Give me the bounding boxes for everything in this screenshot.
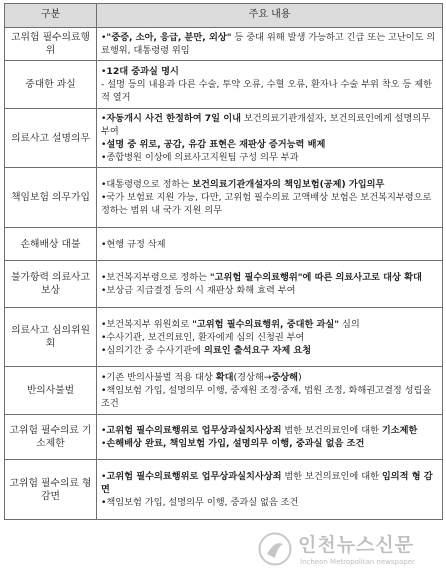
content-text: •보건복지부령으로 정하는 (101, 272, 210, 284)
content-text: • (101, 425, 107, 437)
emphasis-text: "고위험 필수의료행위, 중대한 과실" (192, 318, 340, 330)
row-category: 고위험 필수의료행위 (5, 28, 97, 61)
content-line (101, 331, 439, 344)
content-text: (경상해→ (233, 372, 272, 384)
row-content (97, 261, 443, 308)
emphasis-text: 보건의료기관개설자의 책임보험(공제) 가입의무 (192, 179, 385, 191)
emphasis-text: "중증, 소아, 응급, 분만, 외상" (106, 32, 232, 43)
content-text: • (101, 438, 107, 450)
row-category: 책임보험 의무가입 (5, 168, 97, 228)
watermark-subtitle: Incheon Metropolitan newspaper (300, 558, 415, 566)
emphasis-text: "고위험 필수의료행위"에 따른 의료사고로 대상 확대 (209, 272, 422, 284)
content-text: 보건의료기관개설자, 보건의료인에게 설명의무 부여 (101, 113, 431, 138)
content-text: •책임보험 가입, 설명의무 이행, 중과실 없음 조건 (101, 497, 299, 509)
row-category: 의료사고 설명의무 (5, 109, 97, 168)
content-text: •심의기간 중 수사기관에 (101, 344, 204, 356)
emphasis-text: 임의적 형 감면 (101, 471, 433, 496)
content-line (101, 151, 439, 164)
content-line (101, 424, 439, 437)
row-content (97, 109, 443, 168)
emphasis-text: 기소제한 (381, 425, 418, 437)
table-row (5, 460, 443, 520)
content-text: 범한 보건의료인에 대한 (281, 471, 382, 483)
content-text: 범한 보건의료인에 대한 (281, 425, 382, 437)
content-line (101, 470, 439, 496)
row-content (97, 415, 443, 460)
content-text: • (101, 32, 107, 43)
content-text: •국가 보험료 지원 가능, 다만, 고위험 필수의료 고액배상 보험은 보건복지부령으로 정하는 범위 내 국가 지원 의무 (101, 192, 432, 217)
policy-comparison-table (4, 3, 443, 520)
content-text: • (101, 471, 107, 483)
emphasis-text: 손해배상 완료, 책임보험 가입, 설명의무 이행, 중과실 없음 조건 (106, 438, 365, 450)
table-row (5, 367, 443, 415)
content-line (101, 384, 439, 410)
content-text: • (101, 139, 107, 151)
row-content (97, 28, 443, 61)
content-text: 심의 (339, 318, 360, 330)
content-line (101, 112, 439, 138)
content-line (101, 437, 439, 450)
row-content (97, 61, 443, 109)
content-text: 등 중대 위해 발생 가능하고 긴급 또는 고난이도 의료행위, 대통령령 위임 (101, 32, 436, 57)
content-line (101, 284, 439, 297)
content-text: •보상금 지급결정 등의 시 재판상 화해 효력 부여 (101, 285, 296, 297)
content-text: •수사기관, 보건의료인, 환자에게 심의 신청권 부여 (101, 331, 305, 343)
emphasis-text: 12대 중과실 명시 (106, 66, 179, 78)
table-row (5, 109, 443, 168)
newspaper-watermark (258, 528, 442, 576)
content-text: • (101, 66, 107, 78)
content-line (101, 78, 439, 104)
emphasis-text: 설명 중 위로, 공감, 유감 표현은 재판상 증거능력 배제 (106, 139, 326, 151)
row-category: 의료사고 심의위원회 (5, 308, 97, 367)
row-content (97, 168, 443, 228)
content-line (101, 496, 439, 509)
content-text: - 설명 등의 내용과 다른 수술, 투약 오류, 수혈 오류, 환자나 수술 부위 착오 등 제한적 열거 (101, 79, 433, 104)
content-line (101, 178, 439, 191)
content-line (101, 318, 439, 331)
content-line (101, 31, 439, 57)
content-text: •기존 반의사불벌 적용 대상 (101, 372, 216, 384)
content-line (101, 138, 439, 151)
table-row (5, 261, 443, 308)
table-row (5, 228, 443, 261)
content-line (101, 271, 439, 284)
row-category: 손해배상 대불 (5, 228, 97, 261)
row-category: 고위험 필수의료 형 감면 (5, 460, 97, 520)
row-content (97, 367, 443, 415)
emphasis-text: 의료인 출석요구 자제 요청 (203, 344, 312, 356)
content-text: • (101, 113, 107, 125)
content-line (101, 371, 439, 384)
table-row (5, 168, 443, 228)
emphasis-text: 고위험 필수의료행위로 업무상과실치사상죄 (106, 471, 282, 483)
row-content (97, 308, 443, 367)
table-row (5, 28, 443, 61)
row-category: 중대한 과실 (5, 61, 97, 109)
content-text: •현행 규정 삭제 (101, 238, 166, 250)
emphasis-text: 확대 (215, 372, 234, 384)
content-line (101, 191, 439, 217)
table-row (5, 308, 443, 367)
row-content (97, 228, 443, 261)
row-content (97, 460, 443, 520)
header-content: 주요 내용 (97, 4, 443, 28)
header-category: 구분 (5, 4, 97, 28)
emphasis-text: 자동개시 사건 한정하여 7일 이내 (106, 113, 241, 125)
content-line (101, 65, 439, 78)
content-text: •대통령령으로 정하는 (101, 179, 193, 191)
table-header-row (5, 4, 443, 28)
row-category: 반의사불벌 (5, 367, 97, 415)
content-text: •보건복지부 위원회로 (101, 318, 193, 330)
newspaper-logo-icon (258, 532, 292, 566)
content-line (101, 238, 439, 251)
table-row (5, 61, 443, 109)
watermark-title: 인천뉴스신문 (298, 534, 415, 556)
content-text: •종합병원 이상에 의료사고지원팀 구성 의무 부과 (101, 152, 299, 164)
content-line (101, 344, 439, 357)
row-category: 고위험 필수의료 기소제한 (5, 415, 97, 460)
content-text: •책임보험 가입, 설명의무 이행, 중재원 조정·중재, 법원 조정, 화해권고결정 성립을 조건 (101, 385, 432, 410)
emphasis-text: 고위험 필수의료행위로 업무상과실치사상죄 (106, 425, 282, 437)
row-category: 불가항력 의료사고 보상 (5, 261, 97, 308)
content-text: ) (298, 372, 302, 384)
table-row (5, 415, 443, 460)
emphasis-text: 중상해 (271, 372, 299, 384)
